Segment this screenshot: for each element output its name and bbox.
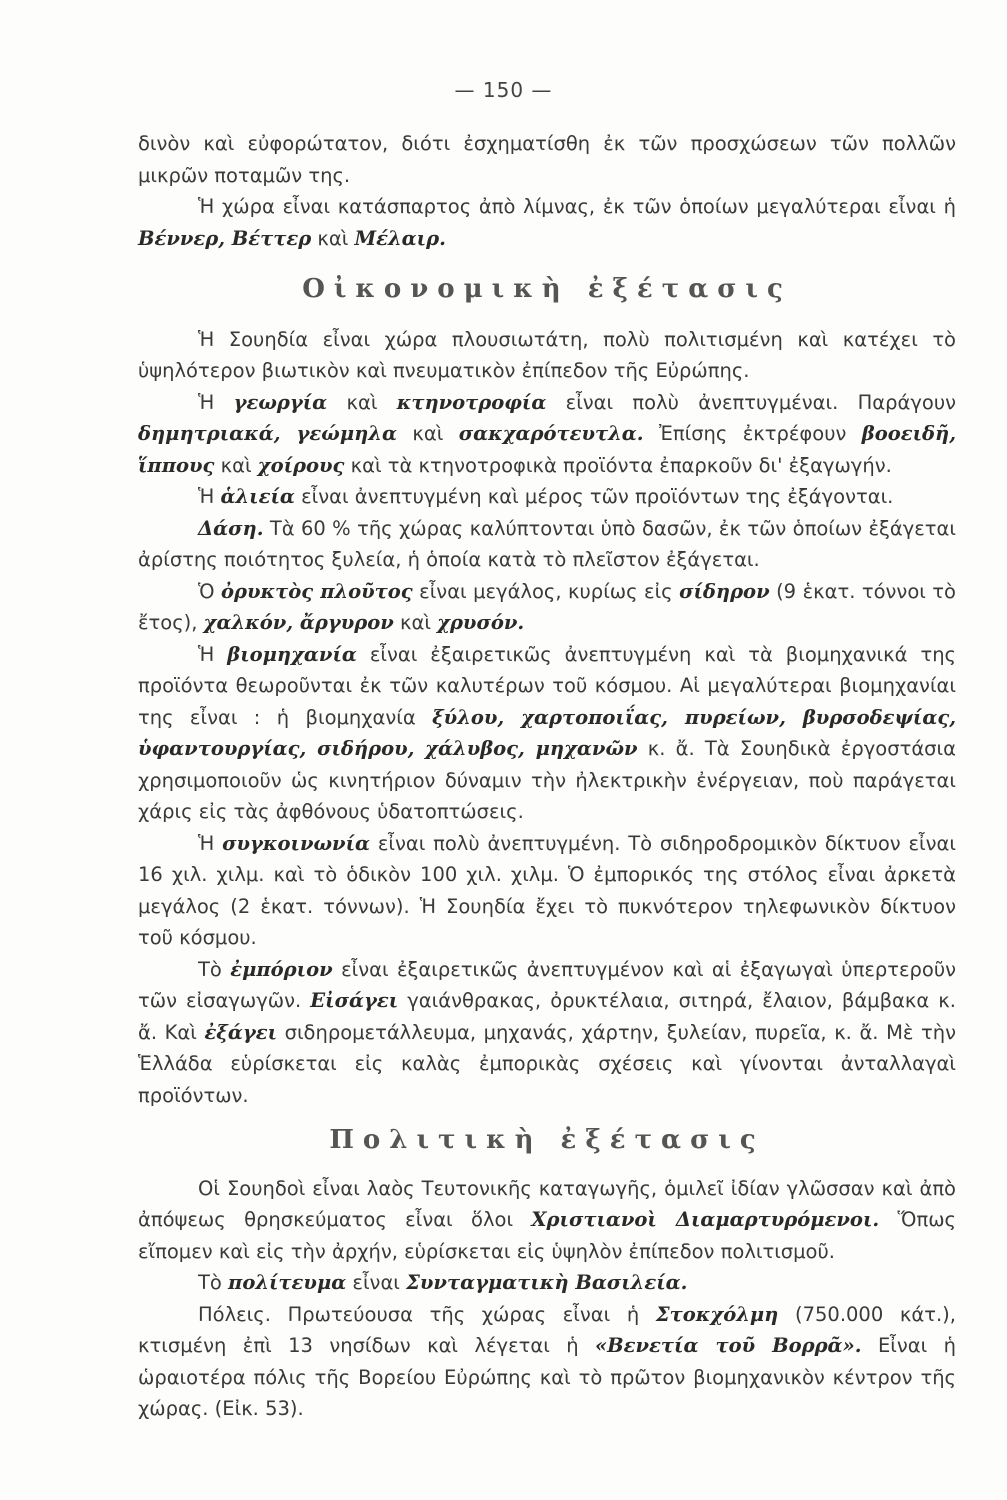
paragraph-industry: [138, 639, 956, 828]
text-run: Τὸ: [198, 957, 231, 981]
emphasis-term: ἐμπόριον: [230, 957, 333, 981]
text-run: (750.000 κάτ.), κτισμένη ἐπὶ 13 νησίδων καὶ λέγεται ἡ: [138, 1302, 956, 1357]
paragraph-transport: [138, 828, 956, 954]
text-run: καὶ τὰ κτηνοτροφικὰ προϊόντα ἐπαρκοῦν δι' ἐξαγωγήν.: [344, 453, 892, 477]
text-run: Πρωτεύουσα τῆς χώρας εἶναι ἡ: [270, 1302, 656, 1326]
text-run: καὶ: [396, 422, 459, 445]
paragraph-economy-intro: [138, 324, 956, 387]
emphasis-cities-label: Πόλεις.: [198, 1302, 271, 1326]
text-run: Ἡ Σουηδία εἶναι χώρα πλουσιωτάτη, πολὺ πολιτισμένη καὶ κατέχει τὸ ὑψηλότερον βιωτικὸν καὶ πνευματικὸν ἐπίπεδον τῆς Εὐρώπης.: [138, 327, 956, 382]
paragraph-lakes: [138, 191, 956, 254]
page-number: — 150 —: [454, 78, 553, 102]
emphasis-term: Συνταγματικὴ Βασιλεία.: [406, 1271, 688, 1294]
text-run: καὶ: [311, 226, 355, 250]
text-run: εἶναι ἐξαιρετικῶς ἀνεπτυγμένον καὶ αἱ ἐξαγωγαὶ ὑπερτεροῦν τῶν εἰσαγωγῶν.: [138, 957, 957, 1012]
text-run: (9 ἑκατ. τόννοι τὸ ἔτος),: [138, 579, 956, 634]
emphasis-term: χαλκόν, ἄργυρον: [203, 611, 394, 634]
emphasis-term: γεωργία: [233, 390, 328, 414]
emphasis-term: «Βενετία τοῦ Βορρᾶ».: [594, 1334, 862, 1357]
emphasis-term: πολίτευμα: [228, 1271, 347, 1294]
emphasis-term: συγκοινωνία: [222, 831, 371, 855]
text-run: εἶναι: [346, 1271, 407, 1294]
emphasis-term: χρυσόν.: [437, 611, 525, 634]
emphasis-term: δημητριακά, γεώμηλα: [138, 422, 397, 445]
emphasis-term: Δάση.: [198, 516, 264, 540]
text-run: σιδηρομετάλλευμα, μηχανάς, χάρτην, ξυλείαν, πυρεῖα, κ. ἄ. Μὲ τὴν Ἑλλάδα εὑρίσκεται εἰς καλὰς ἐμπορικὰς σχέσεις καὶ γίνονται ἀνταλλαγαὶ προϊόντων.: [138, 1020, 956, 1107]
text-run: Εἶναι ἡ ὡραιοτέρα πόλις τῆς Βορείου Εὐρώπης καὶ τὸ πρῶτον βιομηχανικὸν κέντρον τῆς χώρας. (Εἰκ. 53).: [138, 1334, 956, 1420]
emphasis-term: κτηνοτροφία: [396, 390, 547, 414]
text-run: Ἡ χώρα εἶναι κατάσπαρτος ἀπὸ λίμνας, ἐκ τῶν ὁποίων μεγαλύτεραι εἶναι ἡ: [198, 195, 956, 218]
paragraph-agriculture: [138, 387, 956, 482]
emphasis-term: ἁλιεία: [220, 485, 295, 508]
paragraph-trade: [138, 954, 956, 1112]
section-title-politics: Πολιτικὴ ἐξέτασις: [329, 1125, 765, 1155]
paragraph-minerals: [138, 576, 956, 639]
emphasis-term: ἐξάγει: [204, 1020, 278, 1044]
paragraph-people: [138, 1173, 956, 1268]
text-run: Τὸ: [198, 1271, 229, 1294]
text-run: εἶναι πολὺ ἀνεπτυγμέναι. Παράγουν: [546, 390, 956, 414]
emphasis-term: βιομηχανία: [227, 642, 357, 666]
emphasis-term: ὀρυκτὸς πλοῦτος: [221, 579, 413, 603]
emphasis-term: βοοειδῆ, ἵππους: [138, 422, 957, 477]
paragraph-government: [138, 1267, 956, 1299]
section-title-economy: Οἰκονομικὴ ἐξέτασις: [302, 274, 792, 304]
text-run: Οἱ Σουηδοὶ εἶναι λαὸς Τευτονικῆς καταγωγῆς, ὁμιλεῖ ἰδίαν γλῶσσαν καὶ ἀπὸ ἀπόψεως θρησκεύματος εἶναι ὅλοι: [138, 1176, 956, 1231]
text-run: Ἡ: [198, 485, 221, 508]
page-text: [138, 128, 956, 1425]
text-run: εἶναι ἐξαιρετικῶς ἀνεπτυγμένη καὶ τὰ βιομηχανικά της προϊόντα θεωροῦνται ἐκ τῶν καλυτέρων τοῦ κόσμου. Αἱ μεγαλύτεραι βιομηχανίαι της εἶναι : ἡ βιομηχανία: [138, 642, 956, 729]
text-run: Ἡ: [198, 390, 234, 414]
text-run: καὶ: [214, 453, 258, 477]
emphasis-term: σακχαρότευτλα.: [458, 422, 644, 445]
emphasis-term: Χριστιανοὶ Διαμαρτυρόμενοι.: [531, 1208, 880, 1231]
text-run: δινὸν καὶ εὐφορώτατον, διότι ἐσχηματίσθη ἐκ τῶν προσχώσεων τῶν πολλῶν μικρῶν ποταμῶν της.: [138, 132, 956, 187]
text-run: γαιάνθρακας, ὀρυκτέλαια, σιτηρά, ἔλαιον, βάμβακα κ. ἄ. Καὶ: [138, 989, 956, 1044]
emphasis-term: σίδηρον: [679, 579, 770, 603]
text-run: εἶναι πολὺ ἀνεπτυγμένη. Τὸ σιδηροδρομικὸν δίκτυον εἶναι 16 χιλ. χιλμ. καὶ τὸ ὁδικὸν 100 χιλ. χιλμ. Ὁ ἐμπορικός της στόλος εἶναι ἀρκετὰ μεγάλος (2 ἑκατ. τόννων). Ἡ Σουηδία ἔχει τὸ πυκνότερον τηλεφωνικὸν δίκτυον τοῦ κόσμου.: [138, 831, 956, 949]
text-run: Ἡ: [198, 642, 228, 666]
paragraph-fishing: [138, 481, 956, 513]
emphasis-term: Στοκχόλμη: [655, 1302, 779, 1326]
paragraph-lakes-intro: [138, 128, 956, 191]
text-run: εἶναι μεγάλος, κυρίως εἰς: [412, 579, 680, 603]
paragraph-forests: [138, 513, 956, 576]
emphasis-term: ξύλου, χαρτοποιΐας, πυρείων, βυρσοδεψίας, ὑφαντουργίας, σιδήρου, χάλυβος, μηχανῶν: [138, 705, 956, 760]
text-run: καὶ: [327, 390, 397, 414]
emphasis-lake-names: Βέννερ, Βέττερ: [138, 226, 312, 250]
text-run: εἶναι ἀνεπτυγμένη καὶ μέρος τῶν προϊόντων της ἐξάγονται.: [294, 485, 894, 508]
text-run: Ἐπίσης ἐκτρέφουν: [643, 422, 862, 445]
emphasis-term: Εἰσάγει: [310, 989, 399, 1012]
paragraph-cities: [138, 1299, 956, 1425]
text-run: Ὁ: [198, 579, 222, 603]
emphasis-term: χοίρους: [257, 453, 345, 477]
text-run: Ὅπως εἴπομεν καὶ εἰς τὴν ἀρχήν, εὑρίσκεται εἰς ὑψηλὸν ἐπίπεδον πολιτισμοῦ.: [138, 1208, 956, 1263]
text-run: Ἡ: [198, 831, 223, 855]
text-run: κ. ἄ. Τὰ Σουηδικὰ ἐργοστάσια χρησιμοποιοῦν ὡς κινητήριον δύναμιν τὴν ἠλεκτρικὴν ἐνέργειαν, ποὺ παράγεται χάρις εἰς τὰς ἀφθόνους ὑδατοπτώσεις.: [138, 737, 956, 823]
emphasis-lake-melair: Μέλαιρ.: [354, 226, 446, 250]
text-run: Τὰ 60 % τῆς χώρας καλύπτονται ὑπὸ δασῶν, ἐκ τῶν ὁποίων ἐξάγεται ἀρίστης ποιότητος ξυλεία, ἡ ὁποία κατὰ τὸ πλεῖστον ἐξάγεται.: [138, 516, 956, 571]
text-run: καὶ: [393, 611, 438, 634]
